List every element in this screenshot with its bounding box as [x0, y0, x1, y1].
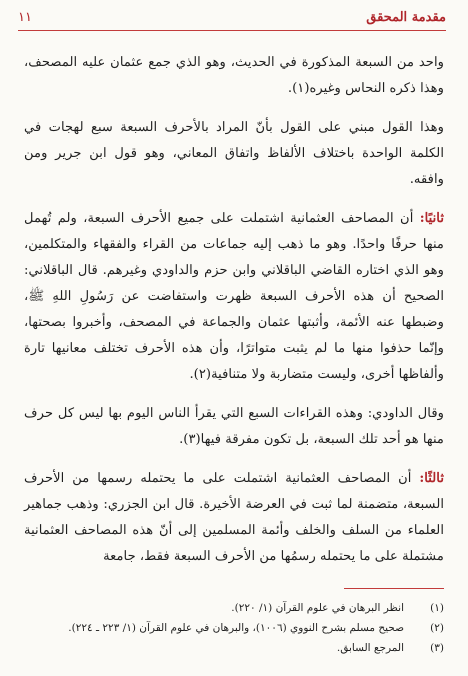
- paragraph-lead: ثانيًا:: [419, 211, 444, 226]
- page-number: ١١: [18, 9, 32, 25]
- running-title: مقدمة المحقق: [366, 9, 446, 25]
- paragraph-text: أن المصاحف العثمانية اشتملت على ما يحتمله رسمها من الأحرف السبعة، متضمنة لما ثبت في العرضة الأخيرة. قال ابن الجزري: وذهب جماهير العلماء من السلف والخلف وأئمة المسلمين إلى أنّ هذه المصاحف العثمانية مشتملة على ما يحتمله رسمُها من الأحرف السبعة فقط، جامعة: [24, 471, 444, 564]
- footnote-number: (١): [430, 602, 444, 614]
- footnote: [24, 638, 444, 658]
- footnote-number: (٣): [430, 642, 444, 654]
- paragraph: [24, 115, 444, 193]
- paragraph: [24, 401, 444, 453]
- header-divider: [18, 30, 446, 31]
- footnote: [24, 598, 444, 618]
- footnotes: [24, 598, 444, 658]
- paragraph-text: أن المصاحف العثمانية اشتملت على جميع الأحرف السبعة، ولم تُهمل منها حرفًا واحدًا. وهو ما ذهب إليه جماعات من القراء والفقهاء والمتكلمين، وهو الذي اختاره القاضي الباقلاني وابن حزم والداودي وغيرهم. قال الباقلاني: الصحيح أن هذه الأحرف السبعة ظهرت واستفاضت عن رَسُولِ اللهِ ﷺ، وضبطها عنه الأئمة، وأثبتها عثمان والجماعة في المصحف، وأخبروا بصحتها، وإنّما حذفوا منها ما لم يثبت متواترًا، وأن هذه الأحرف تختلف معانيها تارة وألفاظها أخرى، وليست متضاربة ولا متنافية(٢).: [24, 211, 444, 382]
- footnote-text: انظر البرهان في علوم القرآن (١/ ٢٢٠).: [231, 602, 404, 614]
- footnote-text: صحيح مسلم بشرح النووي (١٠٠٦)، والبرهان في علوم القرآن (١/ ٢٢٣ ـ ٢٢٤).: [68, 622, 404, 634]
- paragraph: [24, 206, 444, 388]
- paragraph-text: وهذا القول مبني على القول بأنّ المراد بالأحرف السبعة سبع لهجات في الكلمة الواحدة باختلاف الألفاظ واتفاق المعاني، وهو قول ابن جرير ومن وافقه.: [24, 120, 444, 187]
- paragraph: [24, 50, 444, 102]
- paragraph-text: وقال الداودي: وهذه القراءات السبع التي يقرأ الناس اليوم بها ليس كل حرف منها هو أحد تلك السبعة، بل تكون مفرقة فيها(٣).: [24, 406, 444, 447]
- footnote: [24, 618, 444, 638]
- footnote-divider: [344, 588, 444, 589]
- paragraph-lead: ثالثًا:: [419, 471, 444, 486]
- page-header: [18, 6, 446, 28]
- footnote-text: المرجع السابق.: [336, 642, 404, 654]
- paragraph-text: واحد من السبعة المذكورة في الحديث، وهو الذي جمع عثمان عليه المصحف، وهذا ذكره النحاس وغيره(١).: [24, 55, 444, 96]
- footnote-number: (٢): [430, 622, 444, 634]
- main-text: [24, 50, 444, 583]
- paragraph: [24, 466, 444, 570]
